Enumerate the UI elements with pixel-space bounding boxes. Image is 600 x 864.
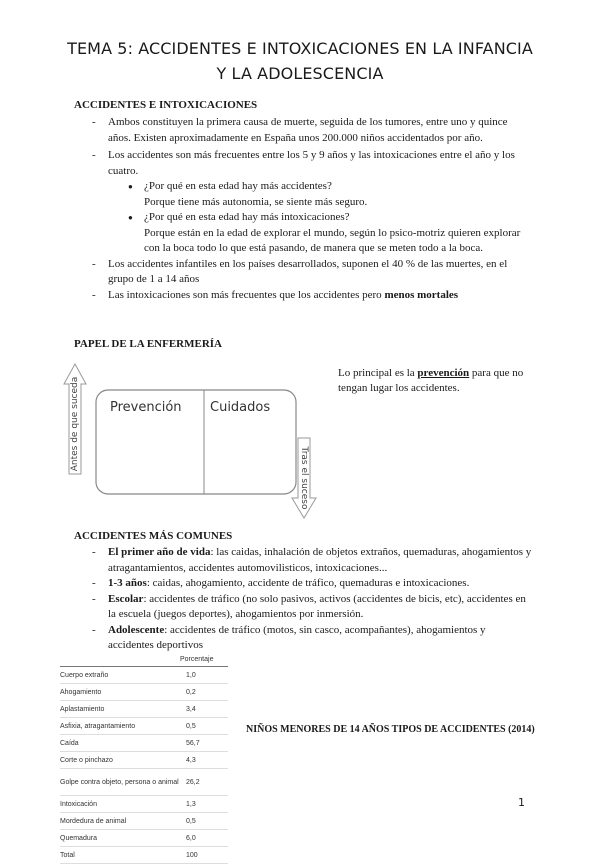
table-row: Asfixia, atragantamiento 0,5 <box>60 718 228 735</box>
arrow-down-label: Tras el suceso <box>299 446 309 510</box>
table-row: Cuerpo extraño 1,0 <box>60 667 228 684</box>
table-row: Mordedura de animal 0,5 <box>60 813 228 830</box>
list-item: - Ambos constituyen la primera causa de muerte, seguida de los tumores, entre uno y quince años. Existen aproximadamente en España unos 200.000 niños accidentados por año. <box>92 115 532 146</box>
table-row: Golpe contra objeto, persona o animal 26,2 <box>60 769 228 796</box>
section-heading-enfermeria: PAPEL DE LA ENFERMERÍA <box>74 338 223 350</box>
arrow-up-label: Antes de que suceda <box>70 376 80 472</box>
prevention-keyword: prevención <box>417 367 470 379</box>
page-title-line-1: TEMA 5: ACCIDENTES E INTOXICACIONES EN LA INFANCIA <box>67 39 533 58</box>
section-heading-accidentes: ACCIDENTES E INTOXICACIONES <box>74 99 258 111</box>
accidentes-list <box>92 115 532 303</box>
table-row: Total 100 <box>60 847 228 864</box>
list-item: - Las intoxicaciones son más frecuentes que los accidentes pero menos mortales <box>92 288 532 304</box>
page-title-line-2: Y LA ADOLESCENCIA <box>216 64 384 83</box>
table-caption: NIÑOS MENORES DE 14 AÑOS TIPOS DE ACCIDENTES (2014) <box>246 724 535 735</box>
table-row: Caída 56,7 <box>60 735 228 752</box>
question-item: ● ¿Por qué en esta edad hay más accidentes? Porque tiene más autonomia, se siente más seguro. <box>128 179 532 210</box>
page-number: 1 <box>518 796 525 809</box>
list-item: - Los accidentes son más frecuentes entre los 5 y 9 años y las intoxicaciones entre el año y los cuatro. ● ¿Por qué en esta edad hay más accidentes? Porque tiene más autonomia, se siente más seguro. ● ¿Por qué en esta edad hay más intoxicaciones? Porque están en la edad de explorar el mundo, según lo psico-motriz quieren explorar con la boca todo lo que está pasando, de manera que se meten todo a la boca. <box>92 148 532 257</box>
question-item: ● ¿Por qué en esta edad hay más intoxicaciones? Porque están en la edad de explorar el mundo, según lo psico-motriz quieren explorar con la boca todo lo que está pasando, de manera que se meten todo a la boca. <box>128 210 532 257</box>
table-row: Ahogamiento 0,2 <box>60 684 228 701</box>
accident-types-table <box>60 654 228 864</box>
list-item: - Adolescente: accidentes de tráfico (motos, sin casco, acompañantes), ahogamientos y accidentes deportivos <box>92 623 532 654</box>
box-label-cuidados: Cuidados <box>210 400 271 415</box>
prevention-note: Lo principal es la prevención para que no tengan lugar los accidentes. <box>338 367 524 394</box>
page-title <box>0 36 600 86</box>
questions-list <box>108 179 532 257</box>
box-label-prevencion: Prevención <box>110 400 182 415</box>
table-row: Aplastamiento 3,4 <box>60 701 228 718</box>
table-header: Porcentaje <box>180 654 228 667</box>
list-item: - Escolar: accidentes de tráfico (no solo pasivos, activos (accidentes de bicis, etc), accidentes en la escuela (juegos deportes), ahogamientos por inmersión. <box>92 592 532 623</box>
section-heading-accidentes-comunes: ACCIDENTES MÁS COMUNES <box>74 530 233 542</box>
list-item: - El primer año de vida: las caidas, inhalación de objetos extraños, quemaduras, ahogamientos y atragantamientos, accidentes automovilisticos, intoxicaciones... <box>92 545 532 576</box>
table-header-row <box>60 654 228 667</box>
list-item: - Los accidentes infantiles en los países desarrollados, suponen el 40 % de las muertes, en el grupo de 1 a 14 años <box>92 257 532 288</box>
list-item: - 1-3 años: caidas, ahogamiento, accidente de tráfico, quemaduras e intoxicaciones. <box>92 576 532 592</box>
table-row: Quemadura 6,0 <box>60 830 228 847</box>
common-accidents-list <box>92 545 532 654</box>
nursing-role-diagram <box>62 362 332 522</box>
table-row: Intoxicación 1,3 <box>60 796 228 813</box>
table-row: Corte o pinchazo 4,3 <box>60 752 228 769</box>
